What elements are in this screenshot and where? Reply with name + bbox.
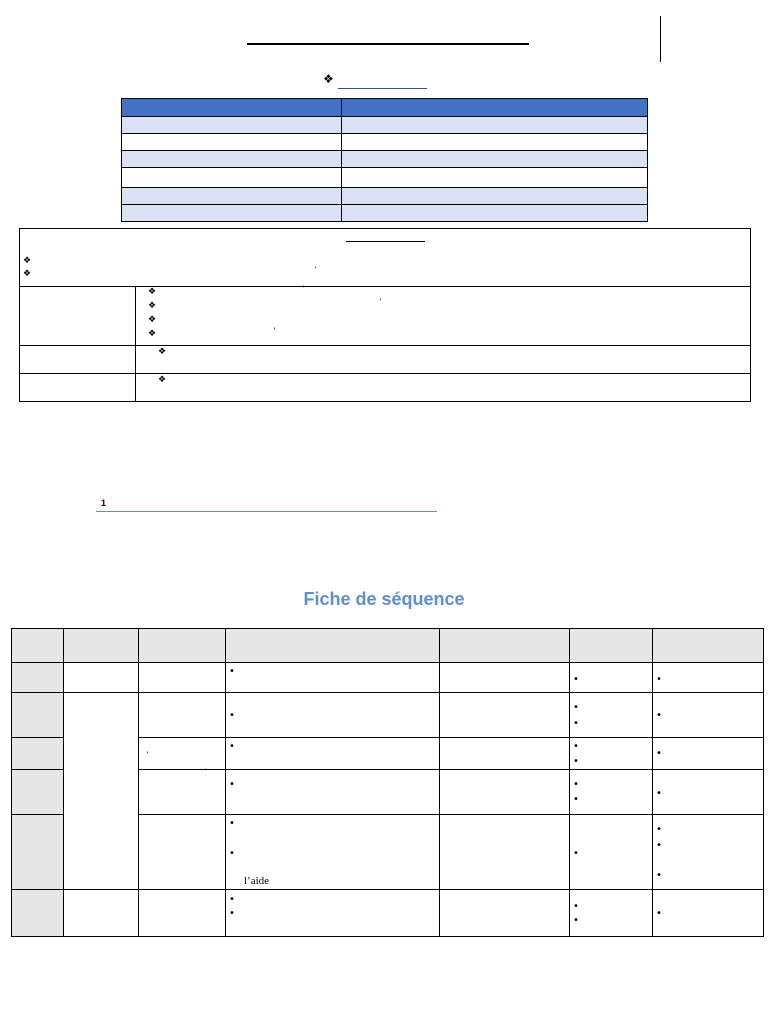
tick-mark: ’ — [314, 265, 317, 274]
bullet: • — [573, 718, 579, 729]
competence-heading-underline — [346, 241, 425, 242]
diamond-icon: ❖ — [148, 287, 157, 297]
section-heading-link[interactable] — [338, 88, 427, 89]
table-row — [122, 188, 648, 205]
section-diamond-icon: ❖ — [323, 72, 334, 86]
table-header-row — [122, 99, 648, 117]
sequence-header-row — [12, 629, 764, 663]
table-row — [122, 151, 648, 168]
bullet: • — [573, 901, 579, 912]
competence-table — [19, 228, 751, 402]
bullet: • — [573, 741, 579, 752]
bullet: • — [229, 666, 235, 677]
table-row — [122, 134, 648, 151]
competence-intro-row — [20, 229, 751, 287]
bullet: • — [656, 710, 662, 721]
diamond-icon: ❖ — [158, 347, 167, 357]
bullet: • — [656, 788, 662, 799]
bullet: • — [573, 702, 579, 713]
sequence-row — [12, 890, 764, 937]
bullet: • — [656, 824, 662, 835]
bullet: • — [229, 741, 235, 752]
sequence-title: Fiche de séquence — [303, 589, 465, 609]
competence-row — [20, 287, 751, 346]
diamond-icon: ❖ — [148, 315, 157, 325]
footnote-number: 1 — [101, 498, 107, 508]
tick-mark: ’ — [379, 297, 382, 306]
sequence-row — [12, 663, 764, 693]
bullet: • — [573, 794, 579, 805]
bullet: • — [573, 848, 579, 859]
diamond-icon: ❖ — [148, 329, 157, 339]
sequence-table — [11, 628, 764, 937]
diamond-icon: ❖ — [23, 269, 32, 279]
competence-row — [20, 374, 751, 402]
diamond-icon: ❖ — [23, 256, 32, 266]
bullet: • — [573, 915, 579, 926]
bullet: • — [229, 779, 235, 790]
bullet: • — [656, 748, 662, 759]
bullet: • — [229, 894, 235, 905]
margin-bar — [660, 16, 661, 62]
bullet: • — [656, 908, 662, 919]
bullet: • — [229, 848, 235, 859]
diamond-icon: ❖ — [148, 301, 157, 311]
diamond-icon: ❖ — [158, 375, 167, 385]
competence-row — [20, 346, 751, 374]
bullet: • — [229, 710, 235, 721]
tick-mark: ’ — [204, 767, 207, 776]
table-row — [122, 205, 648, 222]
bullet: • — [656, 840, 662, 851]
bullet: • — [573, 756, 579, 767]
bullet: • — [229, 908, 235, 919]
table-row — [122, 117, 648, 134]
bullet: • — [573, 674, 579, 685]
bullet: • — [573, 779, 579, 790]
title-underline — [247, 43, 529, 45]
bullet: • — [656, 870, 662, 881]
bullet: • — [656, 674, 662, 685]
bullet: • — [229, 818, 235, 829]
table-row — [122, 168, 648, 188]
tick-mark: ’ — [146, 750, 149, 759]
aide-text: l’aide — [244, 875, 270, 887]
footnote-separator — [96, 511, 437, 512]
tick-mark: ’ — [273, 326, 276, 335]
info-table — [121, 98, 648, 222]
sequence-row — [12, 693, 764, 738]
tick-mark: ’ — [302, 284, 305, 293]
